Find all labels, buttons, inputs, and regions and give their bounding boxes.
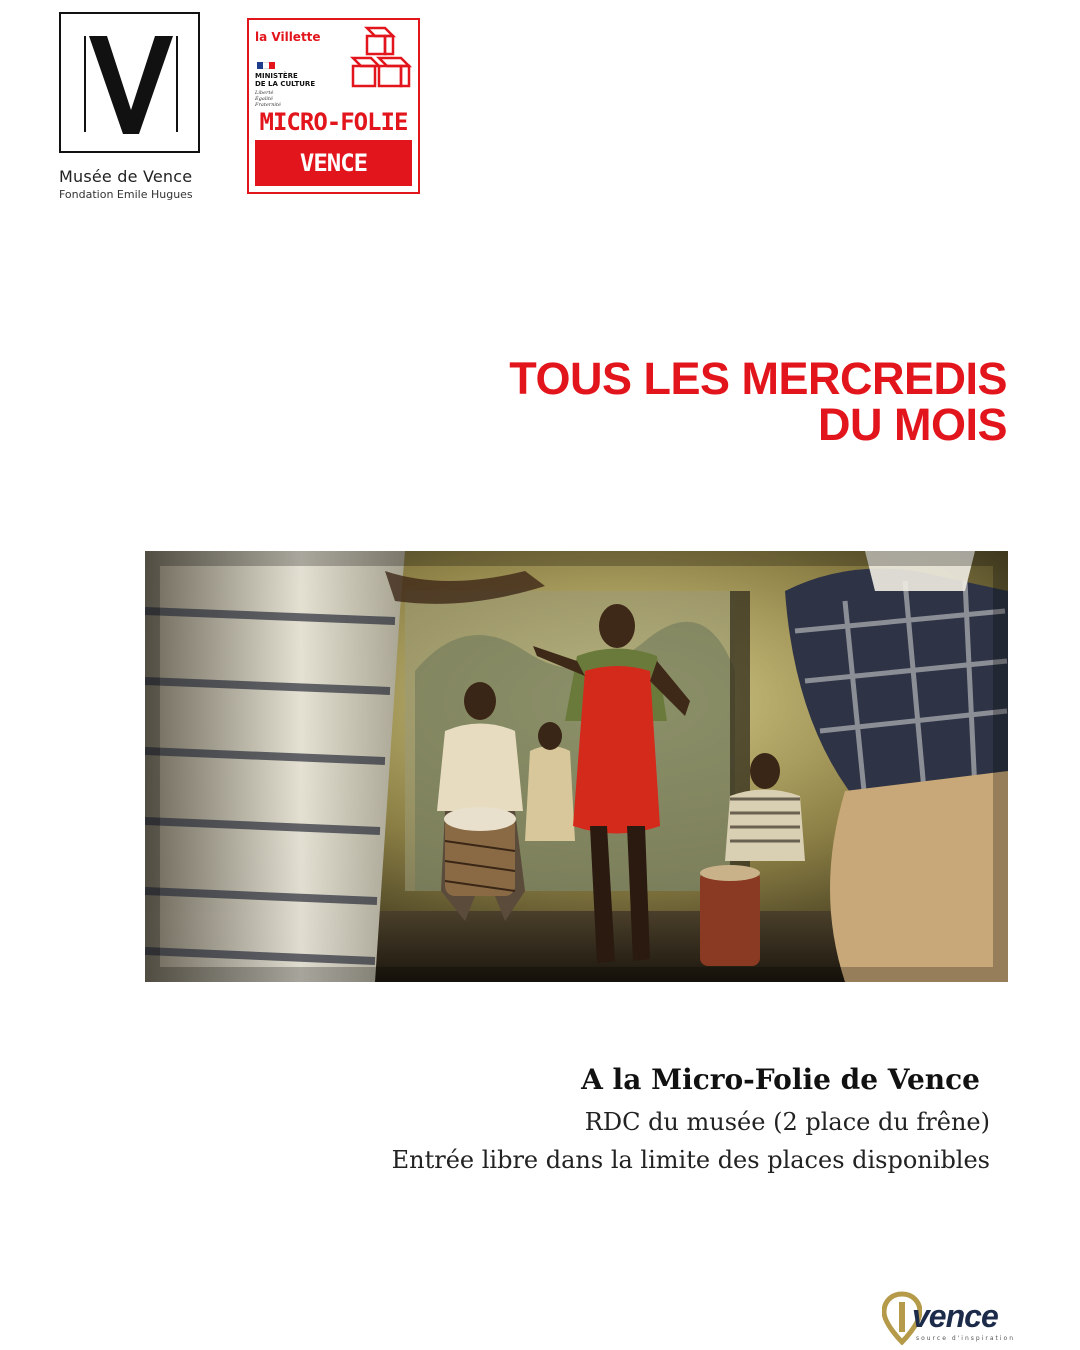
devise-label: Liberté Égalité Fraternité (255, 90, 281, 108)
dance-photo (145, 551, 1008, 982)
venue-info (392, 1063, 990, 1174)
venue-entry: Entrée libre dans la limite des places disponibles (391, 1146, 990, 1174)
musee-logo-box (59, 12, 200, 153)
venue-title: A la Micro-Folie de Vence (581, 1063, 980, 1096)
headline-line-2: DU MOIS (817, 399, 1007, 450)
musee-subtitle: Fondation Emile Hugues (59, 188, 193, 201)
french-flag-icon (257, 62, 275, 69)
vence-city-logo (882, 1290, 1042, 1345)
musee-name: Musée de Vence (59, 167, 193, 186)
la-villette-label: la Villette (255, 30, 321, 44)
ministere-label: MINISTÈRE DE LA CULTURE (255, 72, 316, 88)
micro-folie-city: VENCE (255, 140, 412, 186)
micro-folie-title: MICRO-FOLIE (259, 108, 408, 136)
vence-wordmark: vence (912, 1298, 998, 1334)
headline-line-1: TOUS LES MERCREDIS (509, 353, 1007, 404)
vence-tagline: source d'inspiration (916, 1335, 1015, 1342)
musee-de-vence-logo (59, 12, 209, 201)
cubes-icon (349, 22, 419, 92)
dance-scene-image (145, 551, 1008, 982)
headline (509, 353, 1007, 450)
micro-folie-logo (247, 18, 420, 194)
venue-address: RDC du musée (2 place du frêne) (584, 1108, 990, 1136)
v-letter-icon (61, 14, 202, 155)
